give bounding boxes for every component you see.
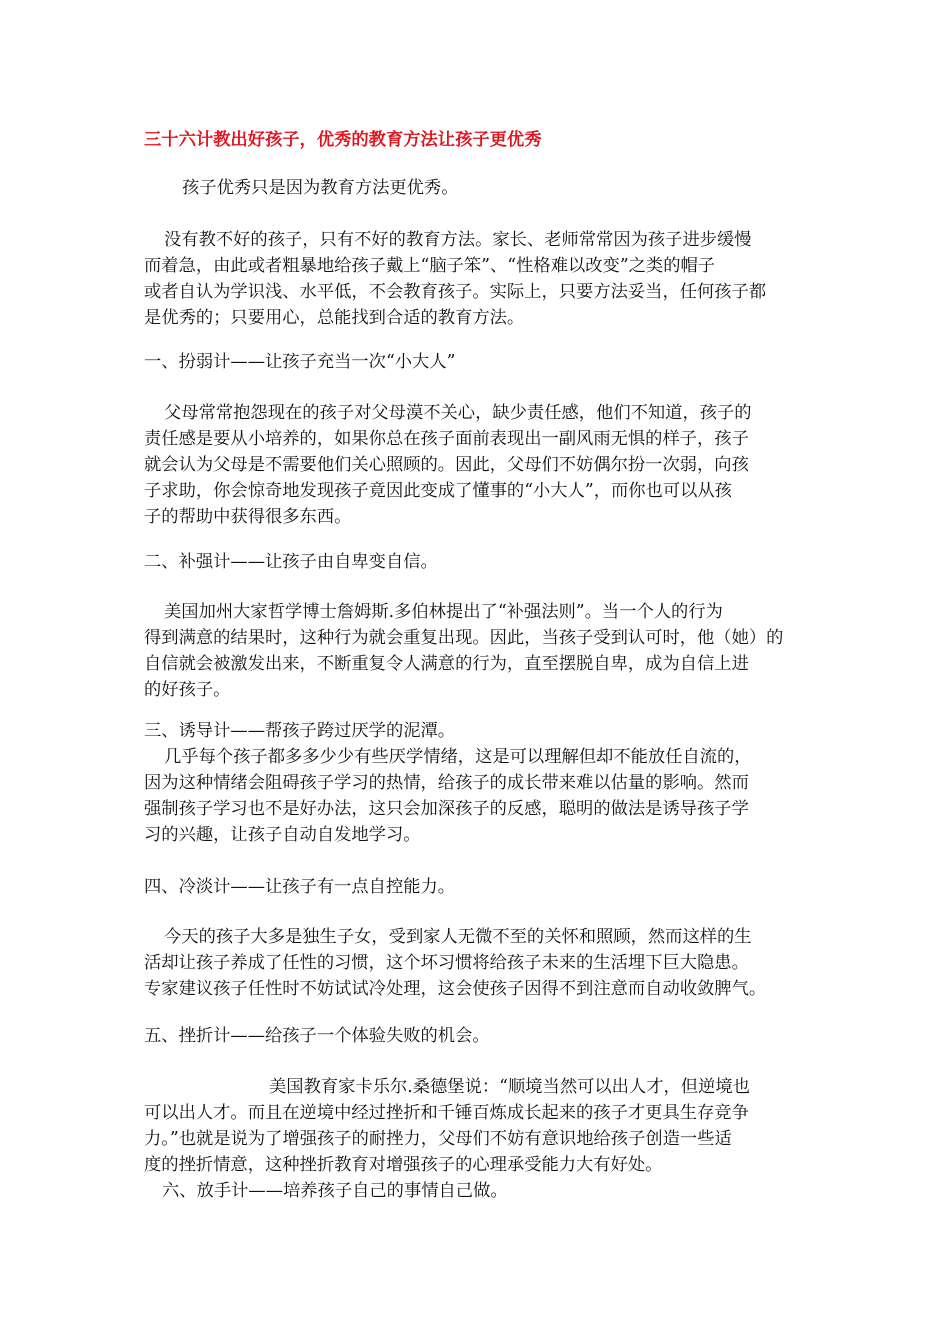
section-heading-3: 三、诱导计——帮孩子跨过厌学的泥潭。 [144,721,456,741]
section-body-1 [144,400,824,530]
text-line: 活却让孩子养成了任性的习惯，这个坏习惯将给孩子未来的生活埋下巨大隐患。 [144,953,749,973]
section-body-3 [144,744,824,848]
text-line: 专家建议孩子任性时不妨试试冷处理，这会使孩子因得不到注意而自动收敛脾气。 [144,979,767,999]
section-heading-4: 四、冷淡计——让孩子有一点自控能力。 [144,877,456,897]
section-heading-5: 五、挫折计——给孩子一个体验失败的机会。 [144,1026,490,1046]
document-title: 三十六计教出好孩子，优秀的教育方法让孩子更优秀 [144,130,542,150]
section-body-2 [144,599,824,703]
text-line: 因为这种情绪会阻碍孩子学习的热情，给孩子的成长带来难以估量的影响。然而 [144,773,749,793]
text-line: 自信就会被激发出来，不断重复令人满意的行为，直至摆脱自卑，成为自信上进 [144,654,749,674]
text-line: 是优秀的；只要用心，总能找到合适的教育方法。 [144,308,525,328]
section-heading-1: 一、扮弱计——让孩子充当一次“小大人” [144,352,456,372]
text-line: 今天的孩子大多是独生子女，受到家人无微不至的关怀和照顾，然而这样的生 [164,927,752,947]
section-body-4 [144,924,824,1002]
intro-paragraph [144,227,824,331]
text-line: 责任感是要从小培养的，如果你总在孩子面前表现出一副风雨无惧的样子，孩子 [144,429,749,449]
text-line: 没有教不好的孩子，只有不好的教育方法。家长、老师常常因为孩子进步缓慢 [164,230,752,250]
text-line: 得到满意的结果时，这种行为就会重复出现。因此，当孩子受到认可时，他（她）的 [144,628,784,648]
section-heading-6: 六、放手计——培养孩子自己的事情自己做。 [162,1181,508,1201]
text-line: 习的兴趣，让孩子自动自发地学习。 [144,825,421,845]
text-line: 几乎每个孩子都多多少少有些厌学情绪，这是可以理解但却不能放任自流的， [164,747,752,767]
text-line: 子的帮助中获得很多东西。 [144,507,352,527]
section-heading-2: 二、补强计——让孩子由自卑变自信。 [144,552,438,572]
text-line: 或者自认为学识浅、水平低，不会教育孩子。实际上，只要方法妥当，任何孩子都 [144,282,767,302]
text-line: 子求助，你会惊奇地发现孩子竟因此变成了懂事的“小大人”，而你也可以从孩 [144,481,732,501]
text-line: 而着急，由此或者粗暴地给孩子戴上“脑子笨”、“性格难以改变”之类的帽子 [144,256,716,276]
text-line: 力。”也就是说为了增强孩子的耐挫力，父母们不妨有意识地给孩子创造一些适 [144,1129,732,1149]
text-line: 就会认为父母是不需要他们关心照顾的。因此，父母们不妨偶尔扮一次弱，向孩 [144,455,749,475]
text-line: 父母常常抱怨现在的孩子对父母漠不关心，缺少责任感，他们不知道，孩子的 [164,403,752,423]
lead-paragraph: 孩子优秀只是因为教育方法更优秀。 [182,178,459,198]
text-line: 美国教育家卡乐尔.桑德堡说：“顺境当然可以出人才，但逆境也 [269,1077,750,1097]
text-line: 可以出人才。而且在逆境中经过挫折和千锤百炼成长起来的孩子才更具生存竞争 [144,1103,749,1123]
text-line: 度的挫折情意，这种挫折教育对增强孩子的心理承受能力大有好处。 [144,1155,663,1175]
text-line: 强制孩子学习也不是好办法，这只会加深孩子的反感，聪明的做法是诱导孩子学 [144,799,749,819]
section-body-5 [144,1074,824,1178]
text-line: 的好孩子。 [144,680,231,700]
text-line: 美国加州大家哲学博士詹姆斯.多伯林提出了“补强法则”。当一个人的行为 [164,602,723,622]
